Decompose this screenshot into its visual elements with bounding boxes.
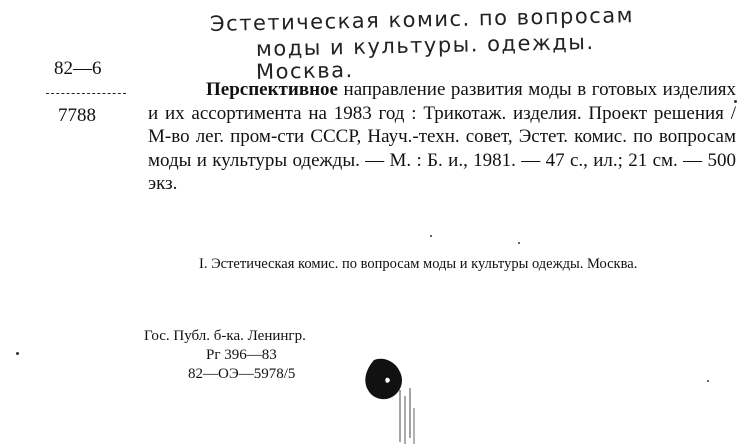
handwritten-heading-line-2: моды и культуры. одежды.: [255, 29, 595, 61]
call-number-divider: [46, 93, 126, 94]
speck: [707, 380, 709, 382]
bibliographic-entry: [148, 78, 736, 196]
holding-library-number: 82—ОЭ—5978/5: [188, 366, 296, 382]
added-entry: I. Эстетическая комис. по вопросам моды и культуры одежды. Москва.: [199, 256, 638, 272]
scan-scratch-marks: [396, 388, 416, 444]
handwritten-heading-line-1: Эстетическая комис. по вопросам: [209, 3, 635, 36]
speck: [430, 235, 432, 237]
call-number-bottom: 7788: [58, 105, 96, 126]
holding-library-name: Гос. Публ. б-ка. Ленингр.: [144, 328, 306, 344]
entry-title-lead: Перспективное: [206, 79, 338, 100]
speck: [734, 100, 737, 103]
call-number-top: 82—6: [54, 58, 102, 79]
speck: [16, 352, 19, 355]
holding-library-register: Рг 396—83: [206, 347, 277, 363]
entry-title-rest: направление развития моды в готовых изделиях и их ассортимента на 1983 год : Трикотаж. изделия. Проект решения / М-во лег. пром-сти СССР, Науч.-техн. совет, Эстет. комис. по вопросам моды и культуры одежды. — М. : Б. и., 1981. — 47 с., ил.; 21 см. — 500 экз.: [148, 79, 736, 195]
speck: [518, 242, 520, 244]
holding-library-stamp: [144, 327, 306, 384]
handwritten-heading-line-3: Москва.: [255, 57, 354, 84]
